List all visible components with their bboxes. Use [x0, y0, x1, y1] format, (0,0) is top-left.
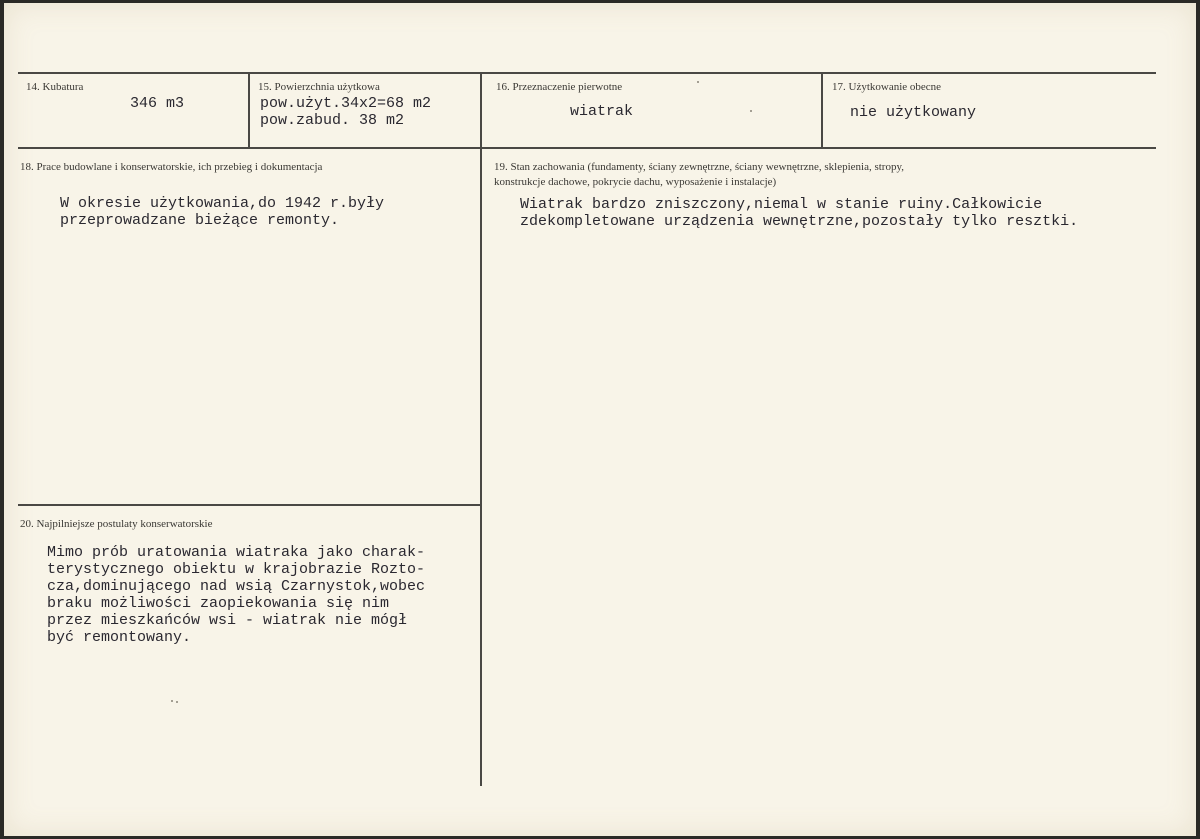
field-18-label: 18. Prace budowlane i konserwatorskie, ich przebieg i dokumentacja	[20, 161, 323, 173]
divider-14-15	[248, 73, 250, 148]
field-16-value: wiatrak	[570, 103, 634, 120]
field-20-line: cza,dominującego nad wsią Czarnystok,wobec	[47, 578, 426, 595]
field-17-value: nie użytkowany	[850, 104, 977, 121]
field-19-label: 19. Stan zachowania (fundamenty, ściany zewnętrzne, ściany wewnętrzne, sklepienia, stropy,	[494, 161, 905, 173]
paper-speck	[176, 701, 178, 703]
paper-speck	[697, 81, 699, 83]
top-rule	[18, 72, 1156, 74]
divider-16-17	[821, 73, 823, 148]
field-19-line: Wiatrak bardzo zniszczony,niemal w stanie ruiny.Całkowicie	[520, 196, 1043, 213]
field-20-line: braku możliwości zaopiekowania się nim	[47, 595, 390, 612]
field-20-label: 20. Najpilniejsze postulaty konserwatorskie	[20, 518, 213, 530]
field-15-line2: pow.zabud. 38 m2	[260, 112, 405, 129]
field-20-line: terystycznego obiektu w krajobrazie Rozto-	[47, 561, 426, 578]
row1-bottom-rule	[18, 147, 1156, 149]
field-19-label: konstrukcje dachowe, pokrycie dachu, wyposażenie i instalacje)	[494, 176, 777, 188]
field-18-line: przeprowadzane bieżące remonty.	[60, 212, 340, 229]
field-14-value: 346 m3	[130, 95, 185, 112]
paper-speck	[750, 110, 752, 112]
field-20-line: być remontowany.	[47, 629, 192, 646]
field-20-line: przez mieszkańców wsi - wiatrak nie mógł	[47, 612, 408, 629]
field-14-label: 14. Kubatura	[26, 81, 84, 93]
field-20-line: Mimo prób uratowania wiatraka jako charak-	[47, 544, 426, 561]
field18-bottom-rule	[18, 504, 482, 506]
field-19-line: zdekompletowane urządzenia wewnętrzne,pozostały tylko resztki.	[520, 213, 1079, 230]
record-card	[4, 3, 1196, 836]
field-18-line: W okresie użytkowania,do 1942 r.były	[60, 195, 385, 212]
field-15-line1: pow.użyt.34x2=68 m2	[260, 95, 432, 112]
field-16-label: 16. Przeznaczenie pierwotne	[496, 81, 623, 93]
field-15-label: 15. Powierzchnia użytkowa	[258, 81, 380, 93]
divider-main	[480, 73, 482, 786]
paper-speck	[171, 700, 173, 702]
field-17-label: 17. Użytkowanie obecne	[832, 81, 942, 93]
